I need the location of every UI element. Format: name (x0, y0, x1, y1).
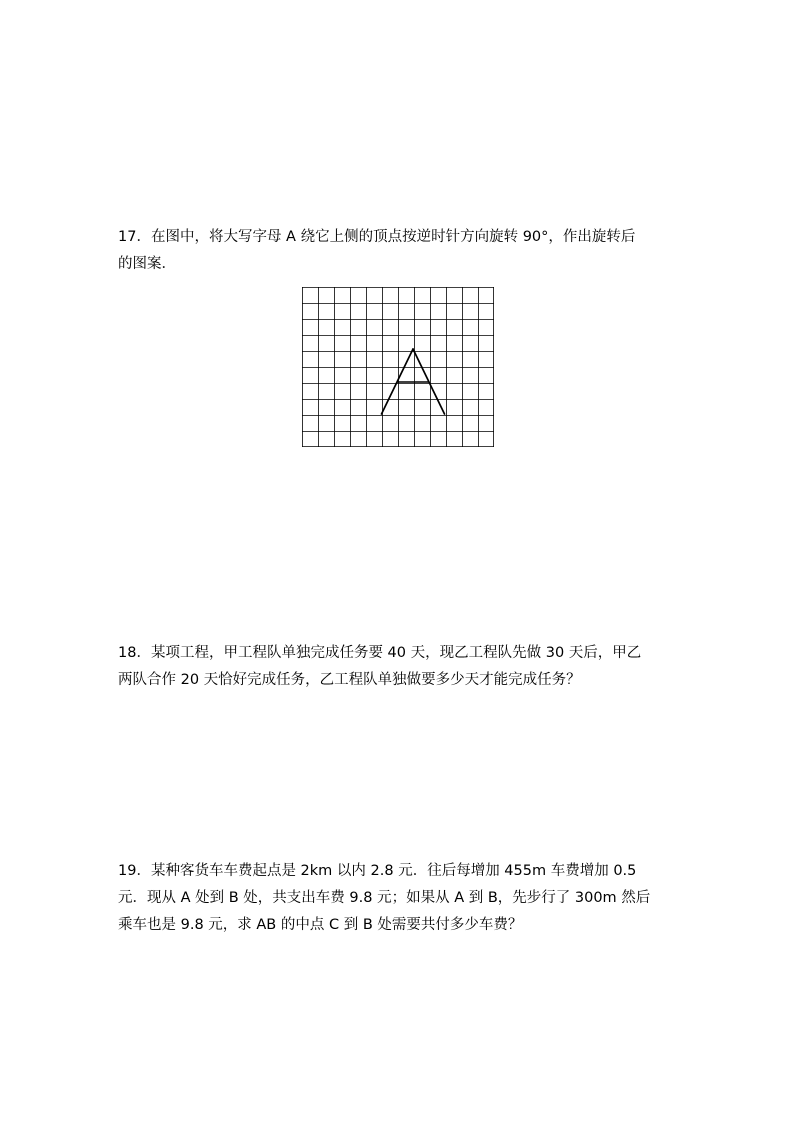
letter-a-figure (382, 349, 445, 414)
question-19-line-2: 元．现从 A 处到 B 处，共支出车费 9.8 元；如果从 A 到 B，先步行了 300m 然后 (118, 890, 651, 906)
question-18-line-2: 两队合作 20 天恰好完成任务，乙工程队单独做要多少天才能完成任务？ (118, 672, 581, 688)
grid-lines (302, 287, 494, 447)
question-18-line-1: 18．某项工程，甲工程队单独完成任务要 40 天，现乙工程队先做 30 天后，甲乙 (118, 645, 642, 661)
question-17 (118, 224, 678, 278)
question-19-line-3: 乘车也是 9.8 元，求 AB 的中点 C 到 B 处需要共付多少车费？ (118, 917, 523, 933)
question-19 (118, 858, 678, 939)
question-17-line-2: 的图案． (118, 256, 176, 272)
question-19-line-1: 19．某种客货车车费起点是 2km 以内 2.8 元．往后每增加 455m 车费增加 0.5 (118, 863, 637, 879)
grid-figure (302, 287, 494, 447)
question-17-line-1: 17．在图中，将大写字母 A 绕它上侧的顶点按逆时针方向旋转 90°，作出旋转后 (118, 229, 636, 245)
question-18 (118, 640, 678, 694)
